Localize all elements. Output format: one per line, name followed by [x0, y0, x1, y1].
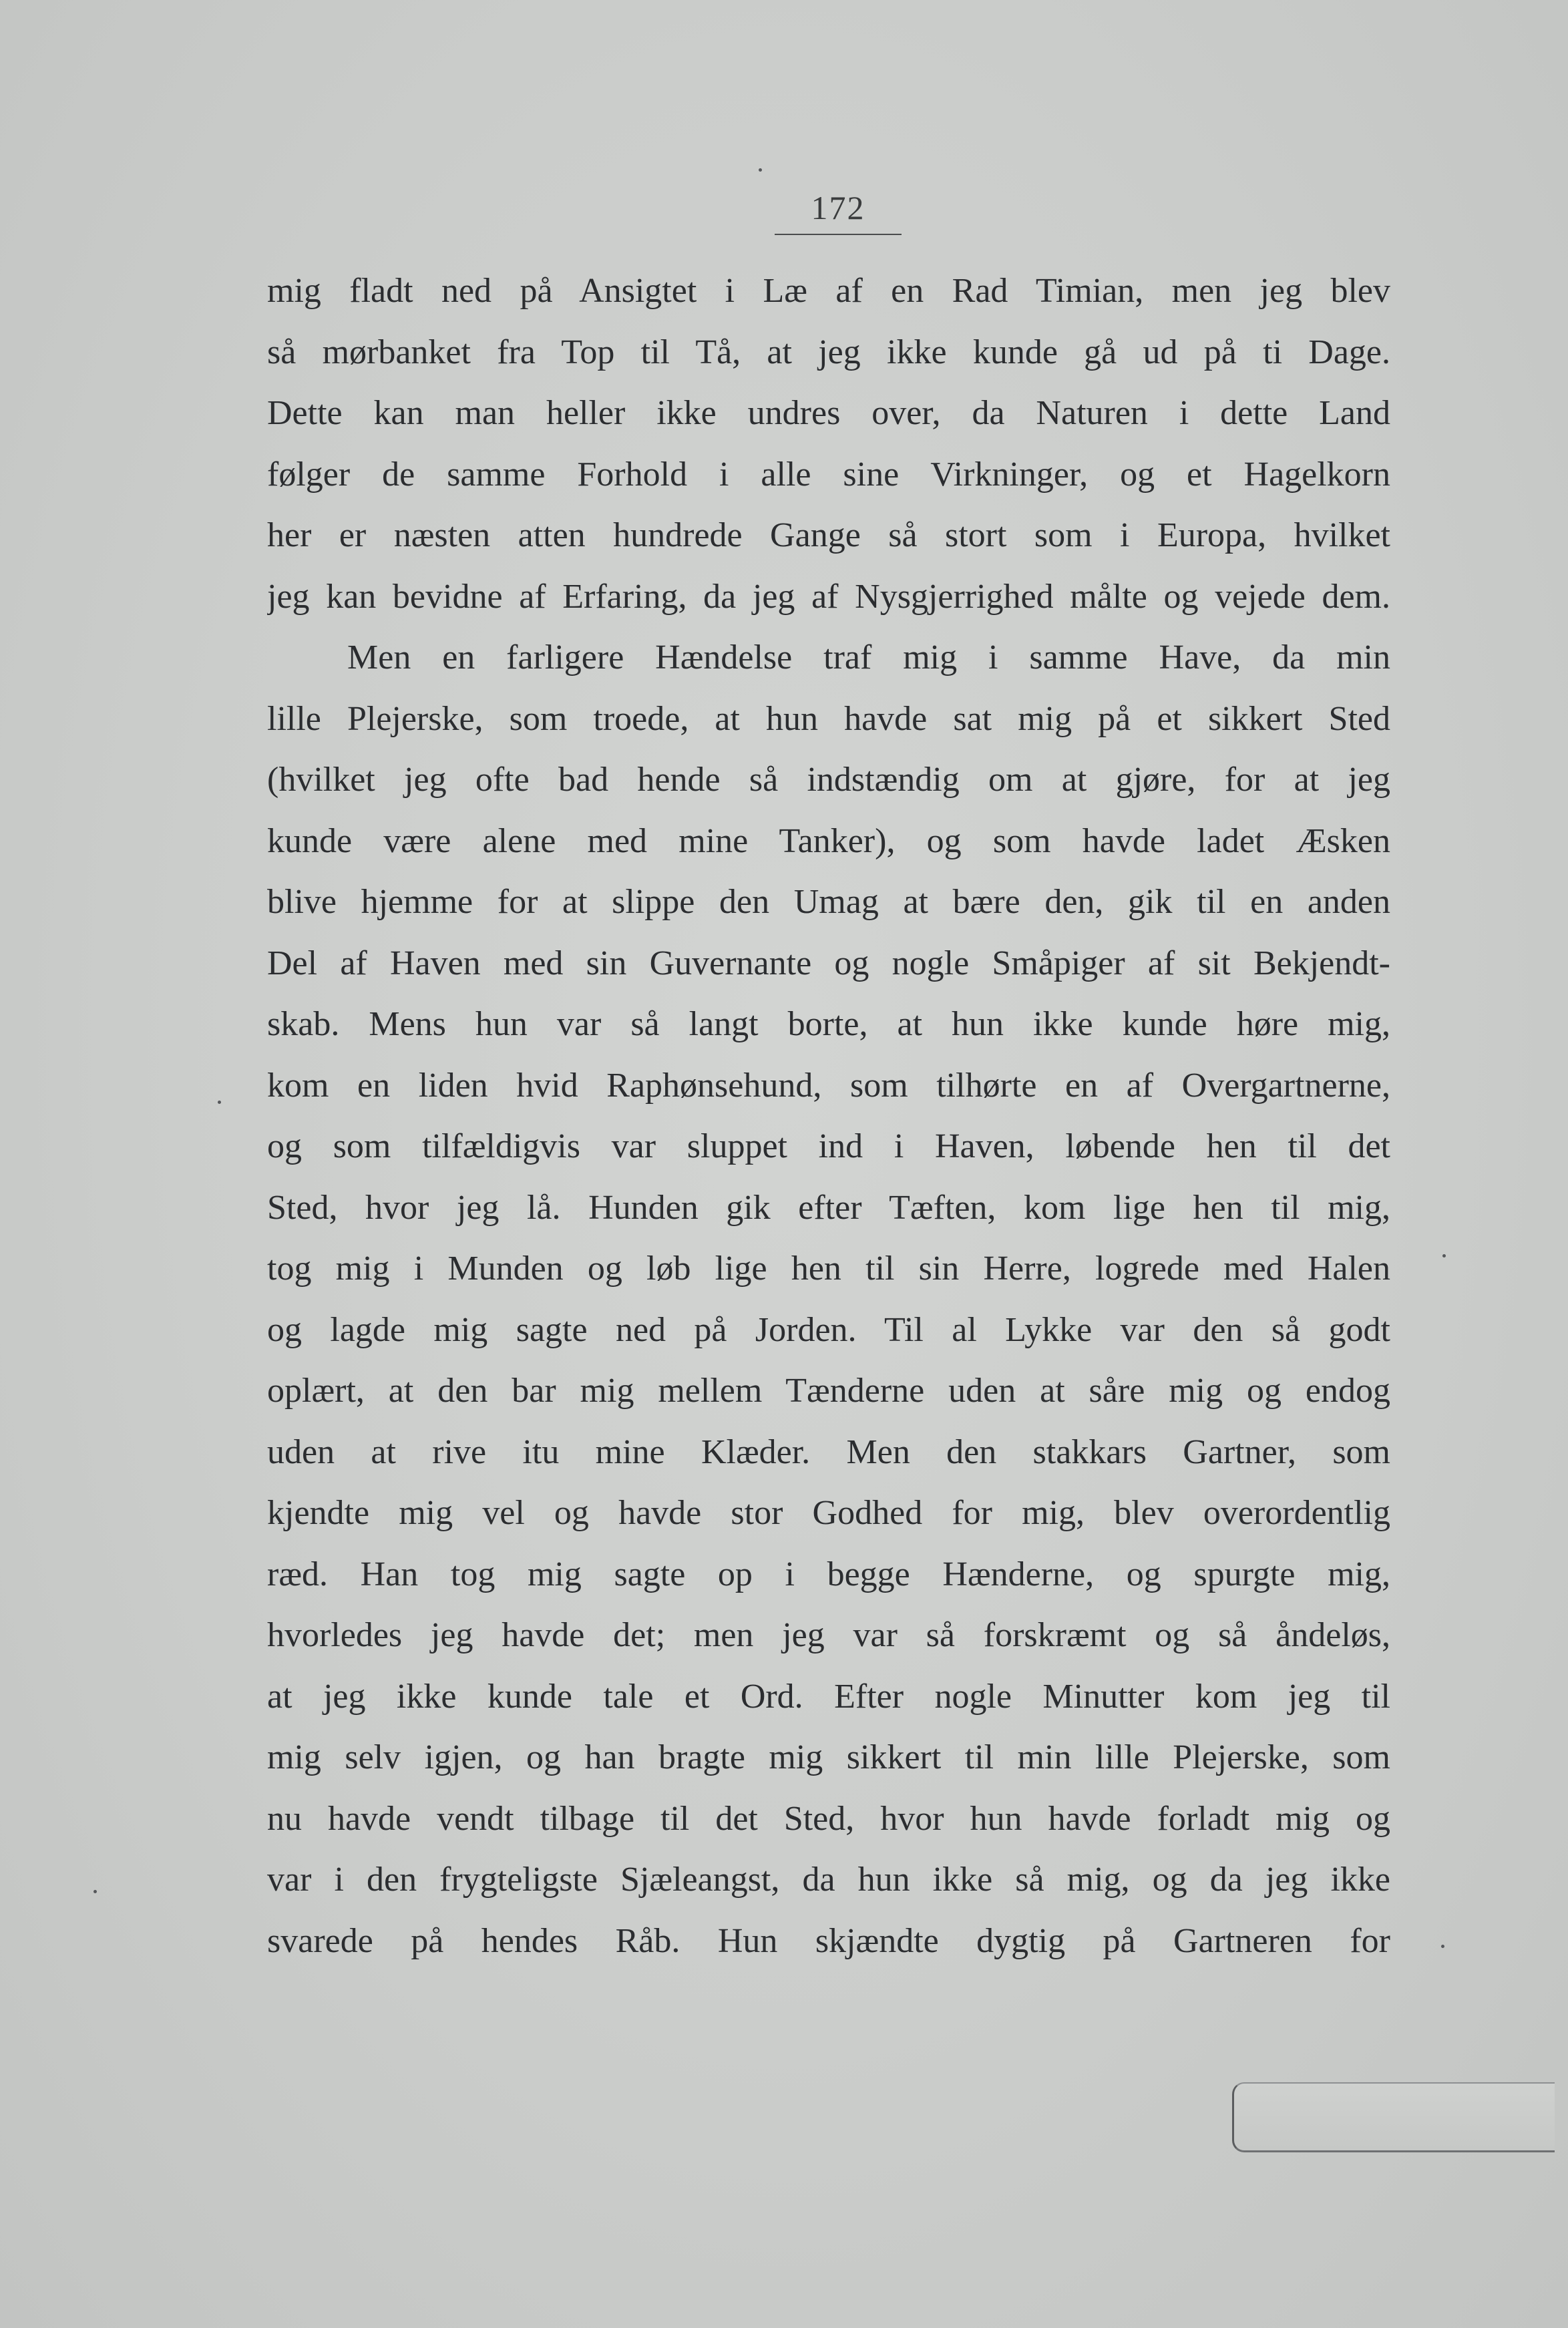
paper-speck [93, 1890, 97, 1893]
page-number: 172 [811, 189, 865, 226]
paper-speck [218, 1101, 221, 1104]
text-line: kunde være alene med mine Tanker), og som havde ladet Æsken [267, 821, 1390, 860]
page-number-rule [775, 234, 902, 235]
text-line: ræd. Han tog mig sagte op i begge Hænderne, og spurgte mig, [267, 1555, 1390, 1593]
text-line: Sted, hvor jeg lå. Hunden gik efter Tæften, kom lige hen til mig, [267, 1188, 1390, 1227]
text-line: mig fladt ned på Ansigtet i Læ af en Rad Timian, men jeg blev [267, 272, 1390, 310]
text-line: skab. Mens hun var så langt borte, at hun ikke kunde høre mig, [267, 1005, 1390, 1043]
paragraph-first-line: Men en farligere Hændelse traf mig i samme Have, da min [347, 638, 1390, 676]
text-line: mig selv igjen, og han bragte mig sikkert til min lille Plejerske, som [267, 1738, 1390, 1776]
paper-speck [759, 168, 762, 172]
text-line: kom en liden hvid Raphønsehund, som tilhørte en af Overgartnerne, [267, 1066, 1390, 1105]
text-line: så mørbanket fra Top til Tå, at jeg ikke kunde gå ud på ti Dage. [267, 333, 1390, 371]
text-line: var i den frygteligste Sjæleangst, da hun ikke så mig, og da jeg ikke [267, 1861, 1390, 1899]
text-line: og lagde mig sagte ned på Jorden. Til al Lykke var den så godt [267, 1310, 1390, 1349]
text-line: nu havde vendt tilbage til det Sted, hvor hun havde forladt mig og [267, 1799, 1390, 1838]
text-line: jeg kan bevidne af Erfaring, da jeg af Nysgjerrighed målte og vejede dem. [267, 577, 1390, 616]
text-line: følger de samme Forhold i alle sine Virkninger, og et Hagelkorn [267, 455, 1390, 494]
text-line: kjendte mig vel og havde stor Godhed for mig, blev overordentlig [267, 1494, 1390, 1532]
text-line: Dette kan man heller ikke undres over, da Naturen i dette Land [267, 394, 1390, 432]
text-line: her er næsten atten hundrede Gange så stort som i Europa, hvilket [267, 516, 1390, 554]
text-line: lille Plejerske, som troede, at hun havde sat mig på et sikkert Sted [267, 699, 1390, 738]
text-line: Del af Haven med sin Guvernante og nogle Småpiger af sit Bekjendt- [267, 944, 1390, 982]
page-tab-mark [1232, 2082, 1555, 2152]
text-line: tog mig i Munden og løb lige hen til sin Herre, logrede med Halen [267, 1249, 1390, 1288]
text-line: uden at rive itu mine Klæder. Men den stakkars Gartner, som [267, 1432, 1390, 1471]
body-text [267, 260, 1390, 1971]
text-line: oplært, at den bar mig mellem Tænderne uden at såre mig og endog [267, 1372, 1390, 1410]
text-line: (hvilket jeg ofte bad hende så indstændig om at gjøre, for at jeg [267, 761, 1390, 799]
text-line: svarede på hendes Råb. Hun skjændte dygtig på Gartneren for [267, 1921, 1390, 1960]
paper-speck [1441, 1945, 1444, 1948]
text-line: at jeg ikke kunde tale et Ord. Efter nogle Minutter kom jeg til [267, 1677, 1390, 1716]
text-line: og som tilfældigvis var sluppet ind i Haven, løbende hen til det [267, 1127, 1390, 1165]
paper-speck [1442, 1254, 1446, 1257]
text-line: hvorledes jeg havde det; men jeg var så forskræmt og så åndeløs, [267, 1616, 1390, 1654]
text-line: blive hjemme for at slippe den Umag at bære den, gik til en anden [267, 883, 1390, 921]
